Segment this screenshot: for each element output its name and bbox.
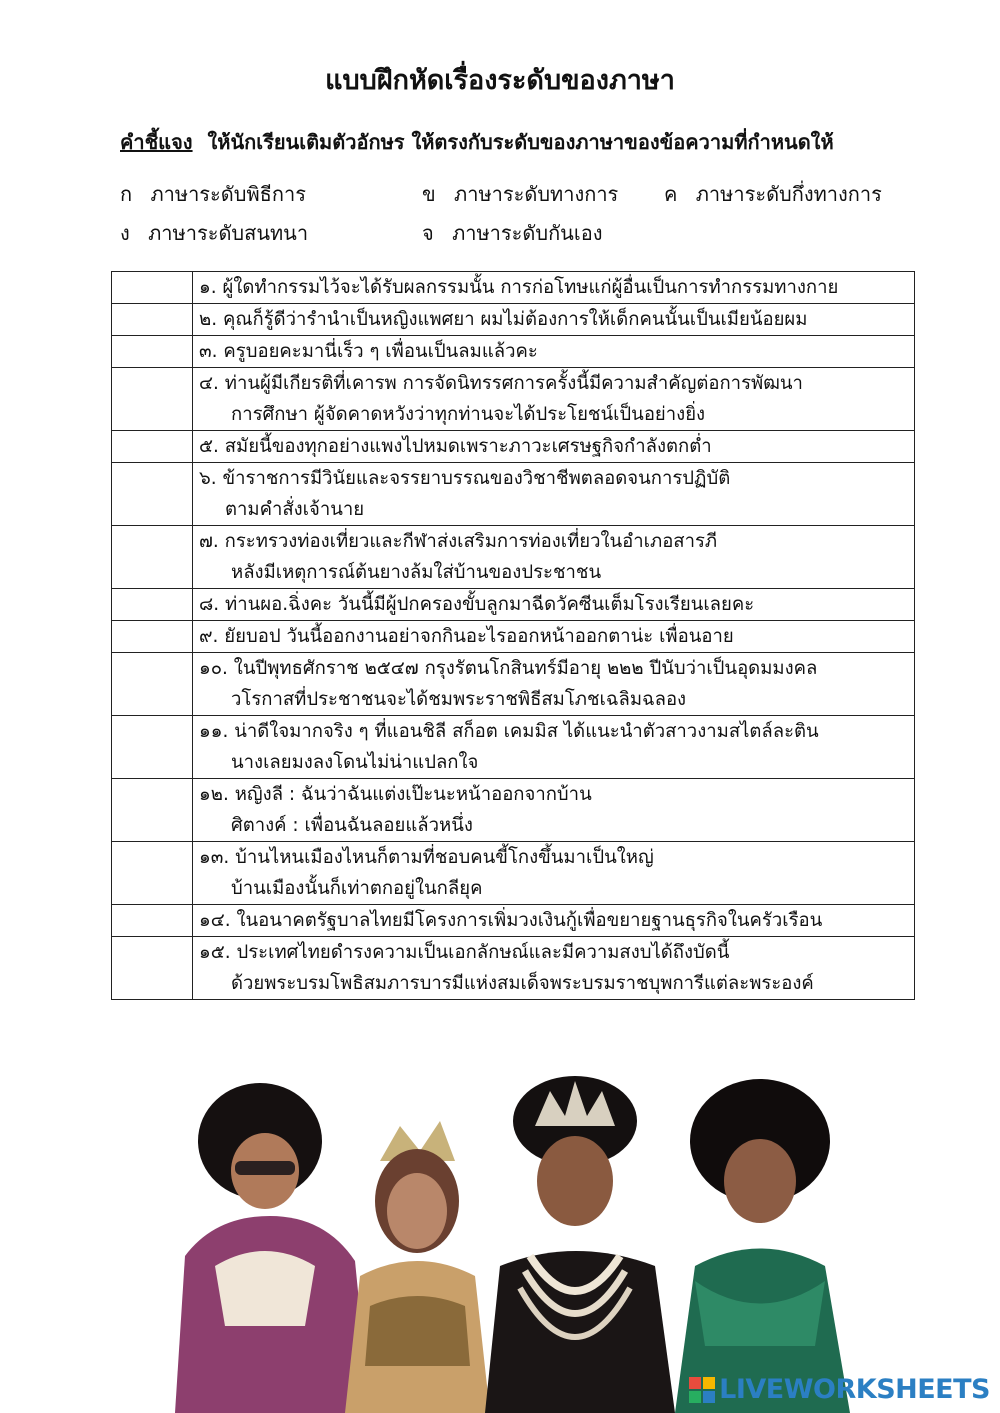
exercise-row bbox=[112, 431, 915, 463]
statement-line: ๒. คุณก็รู้ดีว่ารำนำเป็นหญิงแพศยา ผมไม่ต้องการให้เด็กคนนั้นเป็นเมียน้อยผม bbox=[199, 309, 808, 330]
exercise-row bbox=[112, 272, 915, 304]
answer-cell[interactable] bbox=[112, 842, 193, 905]
answer-input[interactable] bbox=[112, 463, 192, 494]
statement-line: วโรกาสที่ประชาชนจะได้ชมพระราชพิธีสมโภชเฉลิมฉลอง bbox=[231, 689, 687, 710]
exercise-row bbox=[112, 463, 915, 526]
statement-line: ๑๓. บ้านไหนเมืองไหนก็ตามที่ชอบคนขี้โกงขึ้นมาเป็นใหญ่ bbox=[199, 847, 654, 868]
option-letter: ง bbox=[120, 221, 130, 245]
answer-input[interactable] bbox=[112, 779, 192, 810]
option-ko bbox=[120, 178, 306, 210]
statement-line: ๑. ผู้ใดทำกรรมไว้จะได้รับผลกรรมนั้น การก่อโทษแก่ผู้อื่นเป็นการทำกรรมทางกาย bbox=[199, 277, 839, 298]
statement-line: ๕. สมัยนี้ของทุกอย่างแพงไปหมดเพราะภาวะเศรษฐกิจกำลังตกต่ำ bbox=[199, 436, 712, 457]
statement-line: ๑๔. ในอนาคตรัฐบาลไทยมีโครงการเพิ่มวงเงินกู้เพื่อขยายฐานธุรกิจในครัวเรือน bbox=[199, 910, 823, 931]
statement-line: บ้านเมืองนั้นก็เท่าตกอยู่ในกลียุค bbox=[231, 878, 483, 899]
statement-cell bbox=[193, 589, 915, 621]
answer-input[interactable] bbox=[112, 304, 192, 335]
statement-line: ๑๒. หญิงลี : ฉันว่าฉันแต่งเป๊ะนะหน้าออกจากบ้าน bbox=[199, 784, 592, 805]
statement-line: ๖. ข้าราชการมีวินัยและจรรยาบรรณของวิชาชีพตลอดจนการปฏิบัติ bbox=[199, 468, 731, 489]
statement-line: ๘. ท่านผอ.ฉิ่งคะ วันนี้มีผู้ปกครองขั้บลูกมาฉีดวัคซีนเต็มโรงเรียนเลยคะ bbox=[199, 594, 755, 615]
statement-line: ด้วยพระบรมโพธิสมภารบารมีแห่งสมเด็จพระบรมราชบุพการีแต่ละพระองค์ bbox=[231, 973, 814, 994]
answer-input[interactable] bbox=[112, 905, 192, 936]
option-label: ภาษาระดับกึ่งทางการ bbox=[695, 182, 882, 206]
exercise-row bbox=[112, 589, 915, 621]
statement-cell bbox=[193, 463, 915, 526]
answer-cell[interactable] bbox=[112, 589, 193, 621]
statement-line: ศิตางค์ : เพื่อนฉันลอยแล้วหนึ่ง bbox=[231, 815, 473, 836]
exercise-row bbox=[112, 716, 915, 779]
statement-line: หลังมีเหตุการณ์ต้นยางล้มใส่บ้านของประชาชน bbox=[231, 562, 602, 583]
answer-cell[interactable] bbox=[112, 272, 193, 304]
answer-cell[interactable] bbox=[112, 779, 193, 842]
answer-cell[interactable] bbox=[112, 304, 193, 336]
option-letter: ค bbox=[664, 182, 678, 206]
statement-cell bbox=[193, 716, 915, 779]
statement-cell bbox=[193, 304, 915, 336]
answer-cell[interactable] bbox=[112, 526, 193, 589]
answer-cell[interactable] bbox=[112, 716, 193, 779]
option-label: ภาษาระดับทางการ bbox=[454, 182, 619, 206]
answer-cell[interactable] bbox=[112, 368, 193, 431]
option-cho bbox=[422, 217, 602, 249]
exercise-row bbox=[112, 368, 915, 431]
option-kho bbox=[422, 178, 618, 210]
instruction-lead: คำชี้แจง bbox=[120, 130, 193, 154]
answer-cell[interactable] bbox=[112, 336, 193, 368]
figure-4 bbox=[675, 1079, 850, 1413]
option-label: ภาษาระดับกันเอง bbox=[452, 221, 603, 245]
statement-cell bbox=[193, 905, 915, 937]
group-photo bbox=[155, 1066, 855, 1413]
statement-cell bbox=[193, 842, 915, 905]
option-letter: ข bbox=[422, 182, 436, 206]
option-kho-khwai bbox=[664, 178, 882, 210]
exercise-row bbox=[112, 779, 915, 842]
answer-cell[interactable] bbox=[112, 463, 193, 526]
statement-cell bbox=[193, 653, 915, 716]
statement-cell bbox=[193, 336, 915, 368]
answer-cell[interactable] bbox=[112, 937, 193, 1000]
statement-cell bbox=[193, 431, 915, 463]
worksheet-title: แบบฝึกหัดเรื่องระดับของภาษา bbox=[325, 65, 675, 96]
statement-cell bbox=[193, 937, 915, 1000]
exercise-row bbox=[112, 937, 915, 1000]
exercise-row bbox=[112, 842, 915, 905]
option-ngo bbox=[120, 217, 308, 249]
answer-input[interactable] bbox=[112, 336, 192, 367]
answer-input[interactable] bbox=[112, 589, 192, 620]
statement-cell bbox=[193, 526, 915, 589]
statement-line: ๔. ท่านผู้มีเกียรติที่เคารพ การจัดนิทรรศการครั้งนี้มีความสำคัญต่อการพัฒนา bbox=[199, 373, 803, 394]
answer-input[interactable] bbox=[112, 621, 192, 652]
instruction bbox=[120, 126, 940, 158]
answer-input[interactable] bbox=[112, 272, 192, 303]
option-letter: จ bbox=[422, 221, 434, 245]
figure-2 bbox=[345, 1121, 490, 1413]
answer-cell[interactable] bbox=[112, 621, 193, 653]
figure-1 bbox=[175, 1083, 370, 1413]
answer-input[interactable] bbox=[112, 653, 192, 684]
option-label: ภาษาระดับสนทนา bbox=[148, 221, 309, 245]
answer-input[interactable] bbox=[112, 526, 192, 557]
answer-input[interactable] bbox=[112, 716, 192, 747]
statement-line: ๙. ยัยบอป วันนี้ออกงานอย่าจกกินอะไรออกหน้าออกตาน่ะ เพื่อนอาย bbox=[199, 626, 734, 647]
exercise-row bbox=[112, 336, 915, 368]
exercise-row bbox=[112, 304, 915, 336]
liveworksheets-logo-icon bbox=[689, 1377, 715, 1403]
answer-cell[interactable] bbox=[112, 905, 193, 937]
statement-line: ๑๐. ในปีพุทธศักราช ๒๕๔๗ กรุงรัตนโกสินทร์มีอายุ ๒๒๒ ปีนับว่าเป็นอุดมมงคล bbox=[199, 658, 818, 679]
option-letter: ก bbox=[120, 182, 133, 206]
statement-line: ๓. ครูบอยคะมานี่เร็ว ๆ เพื่อนเป็นลมแล้วคะ bbox=[199, 341, 538, 362]
instruction-text: ให้นักเรียนเติมตัวอักษร ให้ตรงกับระดับของภาษาของข้อความที่กำหนดให้ bbox=[207, 130, 834, 154]
answer-input[interactable] bbox=[112, 937, 192, 968]
statement-line: ๑๑. น่าดีใจมากจริง ๆ ที่แอนชิลี สก็อต เคมมิส ได้แนะนำตัวสาวงามสไตล์ละติน bbox=[199, 721, 819, 742]
watermark-text: LIVEWORKSHEETS bbox=[719, 1374, 990, 1405]
answer-input[interactable] bbox=[112, 842, 192, 873]
exercise-row bbox=[112, 526, 915, 589]
answer-cell[interactable] bbox=[112, 653, 193, 716]
answer-input[interactable] bbox=[112, 431, 192, 462]
statement-cell bbox=[193, 621, 915, 653]
exercise-row bbox=[112, 905, 915, 937]
exercise-table bbox=[111, 271, 915, 1000]
statement-cell bbox=[193, 272, 915, 304]
watermark bbox=[689, 1374, 990, 1405]
statement-line: การศึกษา ผู้จัดคาดหวังว่าทุกท่านจะได้ประโยชน์เป็นอย่างยิ่ง bbox=[231, 404, 706, 425]
answer-cell[interactable] bbox=[112, 431, 193, 463]
figure-3 bbox=[485, 1076, 675, 1413]
statement-line: ๑๕. ประเทศไทยดำรงความเป็นเอกลักษณ์และมีความสงบได้ถึงบัดนี้ bbox=[199, 942, 730, 963]
statement-line: ๗. กระทรวงท่องเที่ยวและกีฬาส่งเสริมการท่องเที่ยวในอำเภอสารภี bbox=[199, 531, 718, 552]
option-label: ภาษาระดับพิธีการ bbox=[150, 182, 306, 206]
statement-line: นางเลยมงลงโดนไม่น่าแปลกใจ bbox=[231, 752, 479, 773]
statement-cell bbox=[193, 779, 915, 842]
statement-line: ตามคำสั่งเจ้านาย bbox=[225, 499, 365, 520]
exercise-row bbox=[112, 621, 915, 653]
statement-cell bbox=[193, 368, 915, 431]
answer-input[interactable] bbox=[112, 368, 192, 399]
exercise-row bbox=[112, 653, 915, 716]
